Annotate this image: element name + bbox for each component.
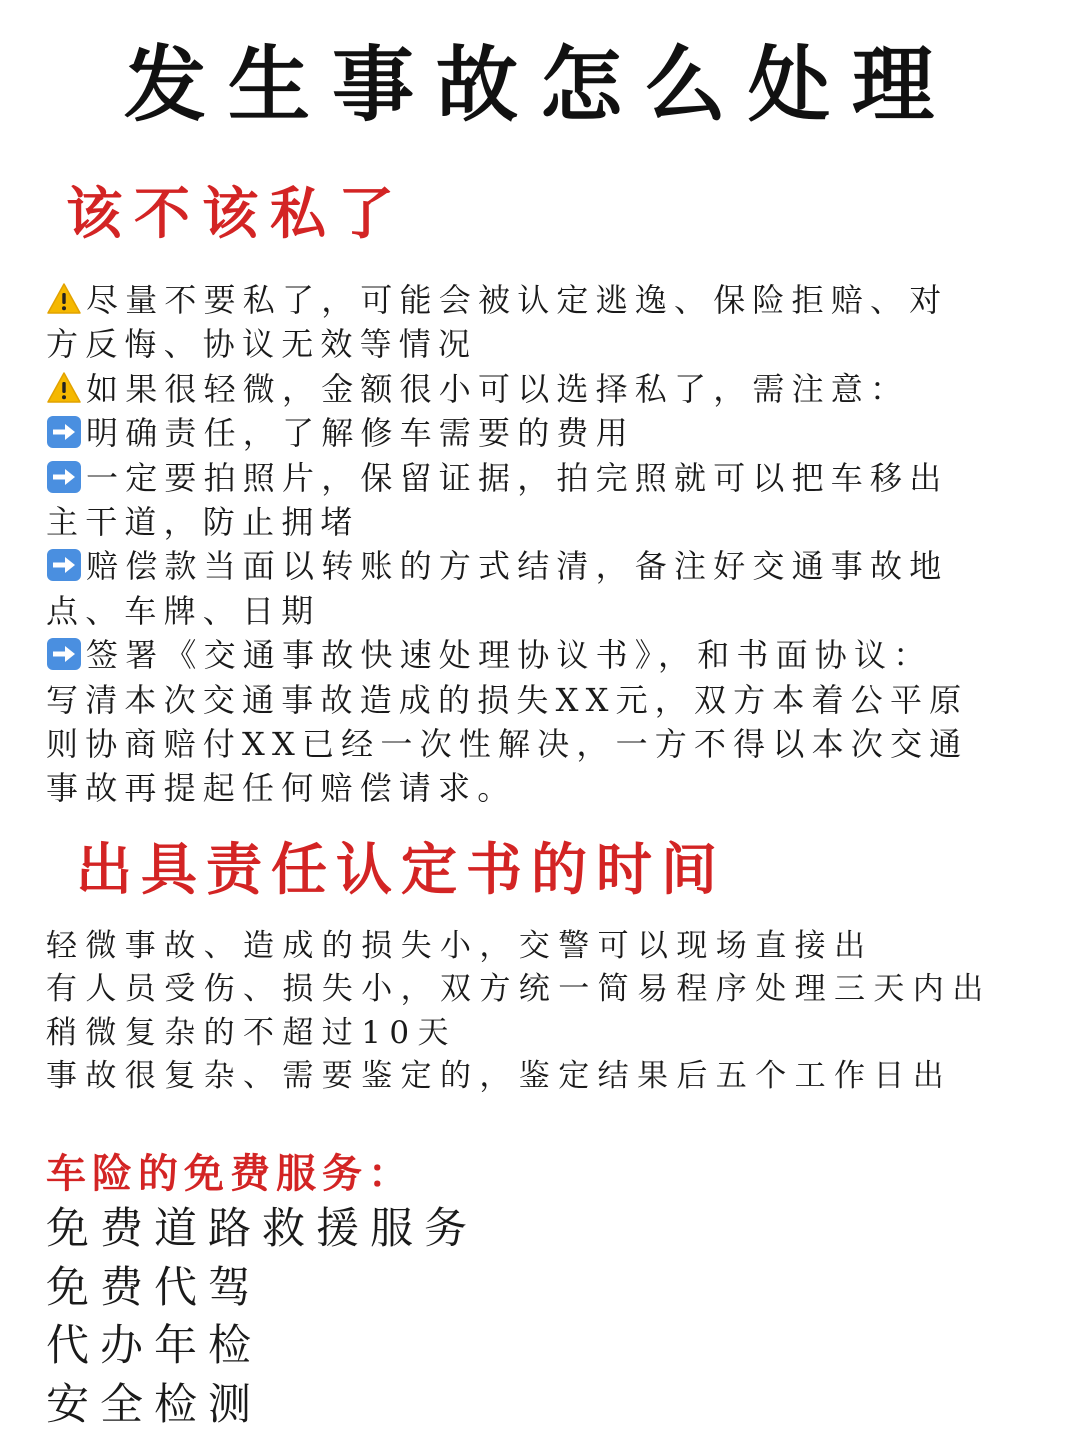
list-item: 一定要拍照片，保留证据，拍完照就可以把车移出: [46, 456, 1016, 500]
list-item: 有人员受伤、损失小，双方统一简易程序处理三天内出: [46, 971, 992, 1008]
list-item-continuation: 则协商赔付XX已经一次性解决，一方不得以本次交通: [46, 724, 969, 763]
list-item: 尽量不要私了，可能会被认定逃逸、保险拒赔、对: [46, 278, 1016, 322]
list-item-continuation: 方反悔、协议无效等情况: [46, 325, 478, 364]
list-item: 如果很轻微，金额很小可以选择私了，需注意：: [46, 367, 1016, 411]
list-item-continuation: 点、车牌、日期: [46, 591, 321, 630]
page-title: 发生事故怎么处理: [123, 38, 956, 133]
private-settlement-content: [46, 278, 1016, 811]
right-arrow-icon: [46, 548, 82, 582]
section-heading-liability-timing: 出具责任认定书的时间: [76, 838, 726, 903]
list-item-continuation: 主干道，防止拥堵: [46, 502, 360, 541]
list-item-continuation: 写清本次交通事故造成的损失XX元，双方本着公平原: [46, 680, 969, 719]
list-item-continuation: 事故再提起任何赔偿请求。: [46, 769, 517, 808]
list-item: 稍微复杂的不超过10天: [46, 1014, 457, 1051]
right-arrow-icon: [46, 415, 82, 449]
section-heading-free-services: 车险的免费服务：: [46, 1151, 414, 1197]
list-item: 代办年检: [46, 1321, 262, 1371]
list-item: 赔偿款当面以转账的方式结清，备注好交通事故地: [46, 544, 1016, 588]
free-services-list: [46, 1200, 478, 1434]
list-item: 免费代驾: [46, 1262, 262, 1313]
section-heading-private-settlement: 该不该私了: [66, 182, 406, 247]
list-item: 事故很复杂、需要鉴定的，鉴定结果后五个工作日出: [46, 1057, 953, 1094]
list-item: 安全检测: [46, 1379, 262, 1430]
right-arrow-icon: [46, 637, 82, 671]
right-arrow-icon: [46, 460, 82, 494]
warning-icon: [46, 371, 82, 405]
list-item: 免费道路救援服务: [46, 1204, 478, 1254]
warning-icon: [46, 282, 82, 316]
list-item: 明确责任，了解修车需要的费用: [46, 411, 1016, 455]
list-item: 轻微事故、造成的损失小，交警可以现场直接出: [46, 928, 874, 964]
liability-timing-content: [46, 925, 1036, 1098]
list-item: 签署《交通事故快速处理协议书》，和书面协议：: [46, 633, 1016, 677]
